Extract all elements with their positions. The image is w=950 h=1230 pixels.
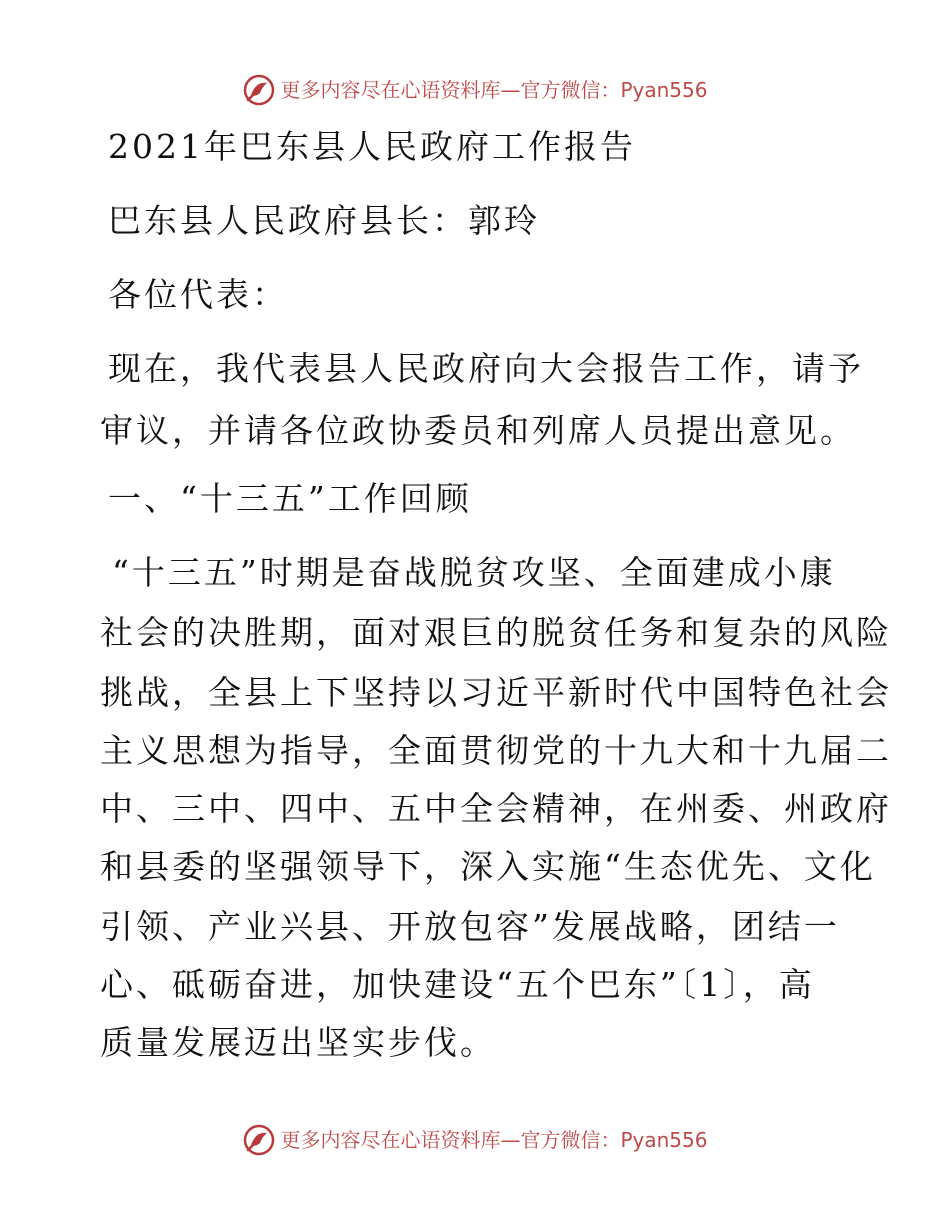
body-line: “十三五”时期是奋战脱贫攻坚、全面建成小康 bbox=[112, 553, 836, 592]
intro-line: 审议，并请各位政协委员和列席人员提出意见。 bbox=[100, 411, 856, 450]
greeting: 各位代表： bbox=[108, 275, 288, 314]
body-line: 心、砥砺奋进，加快建设“五个巴东”〔1〕，高 bbox=[100, 965, 815, 1004]
body-line: 社会的决胜期，面对艰巨的脱贫任务和复杂的风险 bbox=[100, 613, 892, 652]
watermark-text: 更多内容尽在心语资料库—官方微信：Pyan556 bbox=[280, 78, 708, 102]
body-line: 中、三中、四中、五中全会精神，在州委、州政府 bbox=[100, 789, 892, 828]
watermark-text: 更多内容尽在心语资料库—官方微信：Pyan556 bbox=[280, 1128, 708, 1152]
body-line: 挑战，全县上下坚持以习近平新时代中国特色社会 bbox=[100, 673, 892, 712]
body-line: 引领、产业兴县、开放包容”发展战略，团结一 bbox=[100, 907, 840, 946]
seal-logo-icon bbox=[242, 1123, 276, 1157]
section-heading: 一、“十三五”工作回顾 bbox=[108, 479, 472, 518]
body-line: 和县委的坚强领导下，深入实施“生态优先、文化 bbox=[100, 847, 876, 886]
intro-line: 现在，我代表县人民政府向大会报告工作，请予 bbox=[108, 349, 864, 388]
footer-watermark bbox=[0, 1120, 950, 1160]
body-line: 质量发展迈出坚实步伐。 bbox=[100, 1023, 496, 1062]
document-author: 巴东县人民政府县长：郭玲 bbox=[108, 201, 540, 240]
document-title: 2021年巴东县人民政府工作报告 bbox=[108, 127, 636, 166]
body-line: 主义思想为指导，全面贯彻党的十九大和十九届二 bbox=[100, 731, 892, 770]
